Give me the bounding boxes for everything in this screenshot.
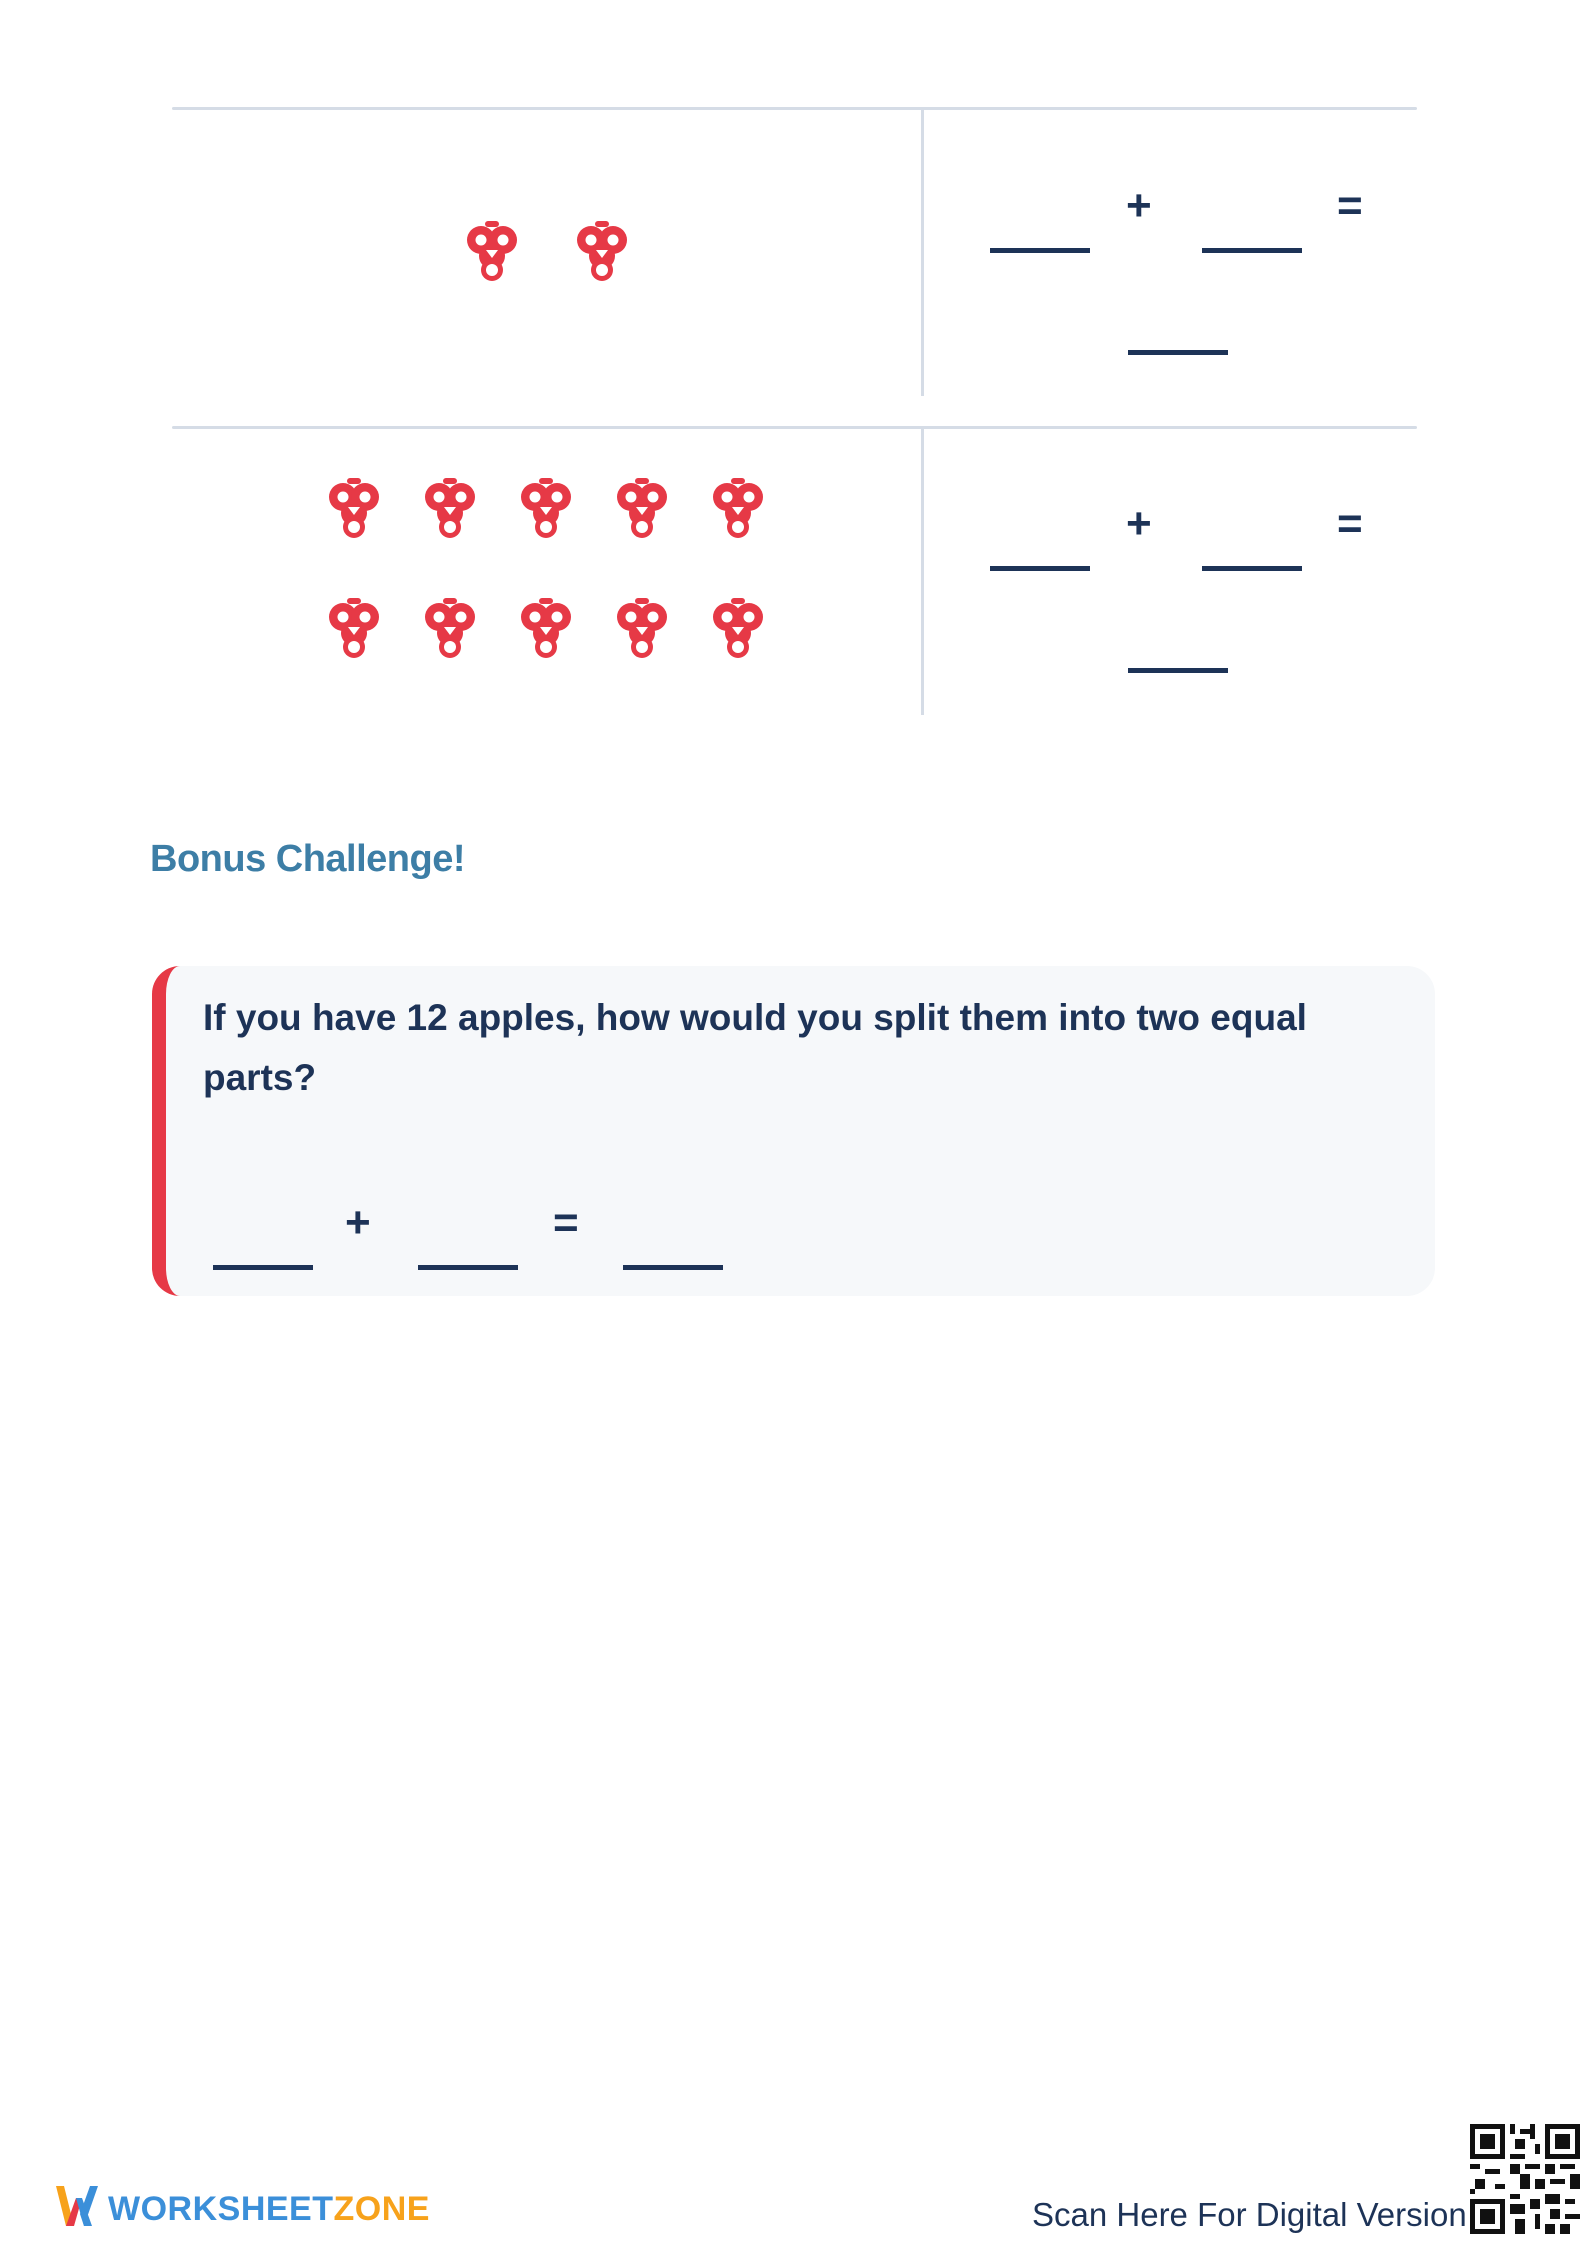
apple-icon — [424, 477, 476, 539]
answer-blank[interactable] — [418, 1265, 518, 1270]
brand-logo-text — [108, 2190, 430, 2229]
equals-sign: = — [553, 1198, 579, 1247]
answer-blank[interactable] — [1128, 350, 1228, 355]
row-1-top-divider — [172, 107, 1417, 110]
apple-icon — [576, 220, 628, 282]
brand-part-1: WORKSHEET — [108, 2190, 334, 2228]
apple-icon — [520, 477, 572, 539]
apple-icon — [328, 477, 380, 539]
row-2-top-divider — [172, 426, 1417, 429]
worksheetzone-w-icon — [54, 2180, 102, 2232]
row-1-column-divider — [921, 110, 924, 396]
equals-sign: = — [1337, 499, 1363, 548]
apple-icon — [616, 477, 668, 539]
equals-sign: = — [1337, 181, 1363, 230]
apple-icon — [616, 597, 668, 659]
apple-icon — [424, 597, 476, 659]
plus-sign: + — [345, 1198, 371, 1247]
answer-blank[interactable] — [1128, 668, 1228, 673]
answer-blank[interactable] — [623, 1265, 723, 1270]
bonus-title: Bonus Challenge! — [150, 838, 466, 880]
plus-sign: + — [1126, 181, 1152, 230]
answer-blank[interactable] — [990, 248, 1090, 253]
apple-icon — [712, 597, 764, 659]
brand-part-2: ZONE — [333, 2190, 430, 2228]
apple-icon — [466, 220, 518, 282]
answer-blank[interactable] — [1202, 248, 1302, 253]
answer-blank[interactable] — [213, 1265, 313, 1270]
row-2-column-divider — [921, 429, 924, 715]
apple-icon — [520, 597, 572, 659]
plus-sign: + — [1126, 499, 1152, 548]
apple-icon — [712, 477, 764, 539]
qr-code-icon[interactable] — [1470, 2124, 1580, 2234]
answer-blank[interactable] — [990, 566, 1090, 571]
answer-blank[interactable] — [1202, 566, 1302, 571]
bonus-question: If you have 12 apples, how would you split them into two equal parts? — [203, 997, 1307, 1098]
apple-icon — [328, 597, 380, 659]
scan-caption: Scan Here For Digital Version — [1032, 2196, 1467, 2233]
